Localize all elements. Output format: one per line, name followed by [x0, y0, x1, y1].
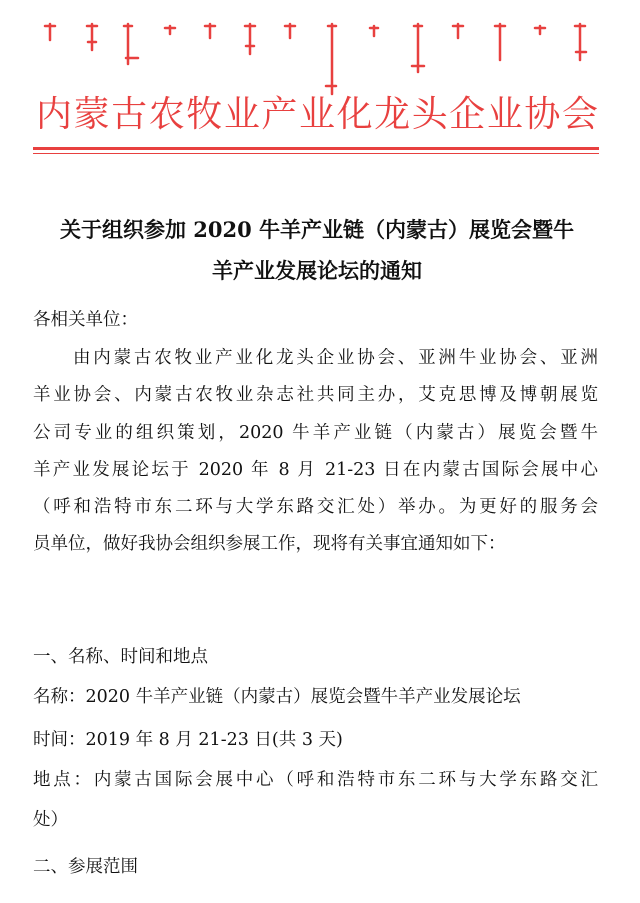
salutation: 各相关单位： — [33, 310, 138, 330]
paragraph-line: 员单位，做好我协会组织参展工作，现将有关事宜通知如下： — [33, 534, 506, 554]
event-name: 名称：2020 牛羊产业链（内蒙古）展览会暨牛羊产业发展论坛 — [33, 687, 521, 707]
event-place: 地点：内蒙古国际会展中心（呼和浩特市东二环与大学东路交汇 — [33, 770, 598, 790]
section-heading-2: 二、参展范围 — [33, 857, 138, 877]
paragraph-line: （呼和浩特市东二环与大学东路交汇处）举办。为更好的服务会 — [33, 497, 598, 517]
letterhead-rule-thick — [33, 147, 599, 150]
notice-title-line2: 羊产业发展论坛的通知 — [212, 258, 422, 283]
event-place-cont: 处） — [33, 810, 68, 830]
paragraph-line: 羊产业发展论坛于 2020 年 8 月 21-23 日在内蒙古国际会展中心 — [33, 460, 598, 480]
paragraph-line: 由内蒙古农牧业产业化龙头企业协会、亚洲牛业协会、亚洲 — [73, 348, 598, 368]
section-heading-1: 一、名称、时间和地点 — [33, 647, 208, 667]
organization-letterhead: 内蒙古农牧业产业化龙头企业协会 — [36, 94, 598, 135]
paragraph-line: 羊业协会、内蒙古农牧业杂志社共同主办，艾克思博及博朝展览 — [33, 385, 598, 405]
paragraph-line: 公司专业的组织策划，2020 牛羊产业链（内蒙古）展览会暨牛 — [33, 423, 598, 443]
event-time: 时间：2019 年 8 月 21-23 日(共 3 天) — [33, 730, 343, 750]
notice-title-line1: 关于组织参加 2020 牛羊产业链（内蒙古）展览会暨牛 — [59, 217, 575, 242]
letterhead-rule-thin — [33, 153, 599, 154]
